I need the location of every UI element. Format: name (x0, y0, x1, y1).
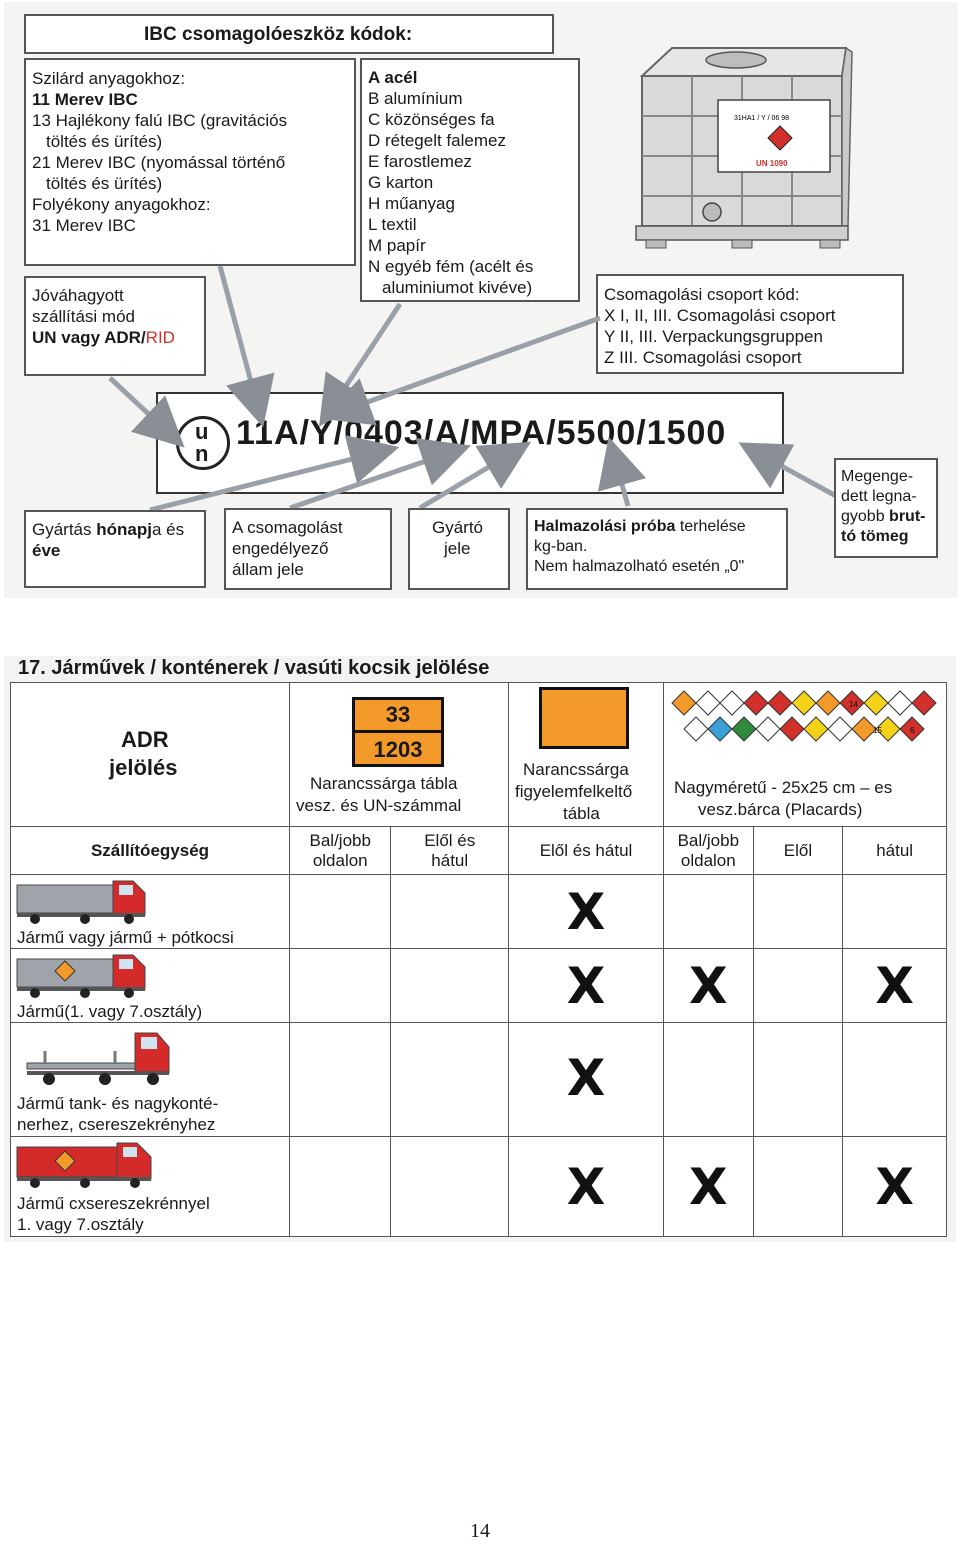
x-mark: X (689, 1157, 728, 1216)
state-mark-line2: engedélyező (232, 539, 329, 558)
mark-cell (753, 1023, 843, 1137)
approved-mode-line2: szállítási mód (32, 307, 135, 326)
approved-mode-line3: UN vagy ADR/RID (32, 328, 175, 347)
material-10: aluminiumot kivéve) (382, 278, 533, 297)
mark-cell (509, 875, 664, 949)
stacking-test-line1: Halmazolási próba terhelése (534, 518, 746, 535)
x-mark: X (875, 1157, 914, 1216)
x-mark: X (566, 882, 606, 941)
orange-plate-cell (509, 683, 664, 827)
subheader-front-back-2: Elől és hátul (509, 827, 664, 875)
un-symbol: u n (176, 416, 230, 470)
mark-cell (753, 949, 843, 1023)
type-21-a: 21 Merev IBC (nyomással történő (32, 153, 286, 172)
maker-mark-line1: Gyártó (432, 518, 484, 537)
orange-plate-with-numbers (352, 697, 444, 767)
stacking-test-line3: Nem halmazolható esetén „0" (534, 558, 745, 575)
page-number: 14 (470, 1520, 490, 1542)
row-label-line2: nerhez, csereszekrényhez (17, 1115, 216, 1134)
adr-section-title: 17. Járművek / konténerek / vasúti kocsik jelölése (18, 657, 490, 679)
x-mark: X (566, 1049, 606, 1107)
x-mark: X (566, 956, 606, 1015)
placards-line1: Nagyméretű - 25x25 cm – es (674, 778, 893, 797)
x-mark: X (689, 956, 728, 1015)
manufacture-date-line2: éve (32, 541, 61, 560)
row-label-line1: Jármű(1. vagy 7.osztály) (17, 1002, 203, 1021)
manufacture-date-box (24, 510, 206, 588)
orange-plate-blank (539, 687, 629, 749)
liquids-heading: Folyékony anyagokhoz: (32, 195, 211, 214)
adr-label-cell (11, 683, 290, 827)
mark-cell (391, 1023, 509, 1137)
stacking-test-box (526, 508, 788, 590)
placards-line2: vesz.bárca (Placards) (698, 800, 863, 819)
mark-cell (843, 1137, 947, 1237)
row-label-line1: Jármű cxsereszekrénnyel (17, 1194, 210, 1213)
mark-cell (843, 1023, 947, 1137)
row-label-line2: 1. vagy 7.osztály (17, 1215, 144, 1234)
gross-mass-line4: tó tömeg (841, 528, 909, 545)
type-11: 11 Merev IBC (32, 90, 138, 109)
material-1: B alumínium (368, 89, 463, 108)
adr-marking-table (10, 682, 947, 1237)
mark-cell (290, 875, 391, 949)
truck-trailer-icon (15, 877, 149, 927)
material-6: H műanyag (368, 194, 455, 213)
mark-cell (753, 875, 843, 949)
state-mark-box (224, 508, 392, 590)
mark-cell (509, 949, 664, 1023)
tank-un-number: UN 1090 (756, 159, 788, 168)
mark-cell (509, 1023, 664, 1137)
row-label-cell (11, 875, 290, 949)
mark-cell (290, 1137, 391, 1237)
state-mark-line3: állam jele (232, 560, 304, 579)
material-7: L textil (368, 215, 417, 234)
adr-label-2: jelölés (109, 755, 178, 780)
maker-mark-line2: jele (444, 539, 471, 558)
subheader-side-2: Bal/jobb oldalon (664, 827, 754, 875)
type-21-b: töltés és ürítés) (46, 174, 163, 193)
mark-cell (664, 1023, 754, 1137)
stacking-test-line2: kg-ban. (534, 538, 588, 555)
placard-diamonds (670, 689, 942, 773)
mark-cell (664, 875, 754, 949)
placard-number-15: 15 (873, 726, 882, 735)
table-row (11, 1137, 947, 1237)
table-row (11, 1023, 947, 1137)
orange-plate-line3: tábla (563, 804, 600, 823)
material-0: A acél (368, 68, 418, 87)
mark-cell (664, 1137, 754, 1237)
adr-label: ADR (121, 727, 169, 752)
placard-number-14: 14 (849, 700, 858, 709)
solids-heading: Szilárd anyagokhoz: (32, 69, 186, 88)
tank-label-code: 31HA1 / Y / 06 98 (734, 115, 790, 122)
gross-mass-line1: Megenge- (841, 468, 914, 485)
row-label-cell (11, 1137, 290, 1237)
orange-plate-line1: Narancssárga (523, 760, 629, 779)
packing-group-line4: Z III. Csomagolási csoport (604, 348, 802, 367)
mark-cell (290, 949, 391, 1023)
orange-plate-un-line1: Narancssárga tábla (310, 774, 458, 793)
mark-cell (391, 875, 509, 949)
table-row (11, 875, 947, 949)
truck-chassis-icon (25, 1027, 175, 1087)
subheader-side-1: Bal/jobb oldalon (290, 827, 391, 875)
hazard-number: 33 (355, 700, 441, 733)
mark-cell (391, 949, 509, 1023)
transport-unit-header: Szállítóegység (11, 827, 290, 875)
row-label-cell (11, 1023, 290, 1137)
mark-cell (753, 1137, 843, 1237)
mark-cell (664, 949, 754, 1023)
packing-group-line2: X I, II, III. Csomagolási csoport (604, 306, 836, 325)
ibc-marking-code: 11A/Y/0403/A/MPA/5500/1500 (236, 414, 727, 452)
placard-number-6: 6 (910, 726, 915, 735)
type-13-a: 13 Hajlékony falú IBC (gravitációs (32, 111, 288, 130)
subheader-front: Elől (753, 827, 843, 875)
gross-mass-line2: dett legna- (841, 488, 917, 505)
ibc-title: IBC csomagolóeszköz kódok: (144, 24, 413, 45)
packing-group-line3: Y II, III. Verpackungsgruppen (604, 327, 823, 346)
orange-plate-un-line2: vesz. és UN-számmal (296, 796, 462, 815)
state-mark-line1: A csomagolást (232, 518, 343, 537)
row-label-line1: Jármű tank- és nagykonté- (17, 1094, 219, 1113)
material-5: G karton (368, 173, 434, 192)
material-3: D rétegelt falemez (368, 131, 506, 150)
orange-plate-line2: figyelemfelkeltő (515, 782, 633, 801)
manufacture-date-line1: Gyártás hónapja és (32, 520, 185, 539)
row-label-cell (11, 949, 290, 1023)
mark-cell (509, 1137, 664, 1237)
subheader-back: hátul (843, 827, 947, 875)
approved-mode-line1: Jóváhagyott (32, 286, 124, 305)
x-mark: X (875, 956, 914, 1015)
un-number: 1203 (373, 737, 423, 762)
subheader-front-back-1: Elől és hátul (391, 827, 509, 875)
mark-cell (843, 949, 947, 1023)
maker-mark-box (408, 508, 510, 590)
material-8: M papír (368, 236, 426, 255)
table-row (11, 949, 947, 1023)
mark-cell (843, 875, 947, 949)
orange-plate-un-cell (290, 683, 509, 827)
gross-mass-box (834, 458, 938, 558)
packing-group-line1: Csomagolási csoport kód: (604, 285, 800, 304)
truck-class1-icon (15, 951, 149, 1001)
material-2: C közönséges fa (368, 110, 495, 129)
x-mark: X (566, 1157, 606, 1216)
truck-swap-body-icon (15, 1139, 155, 1191)
type-31: 31 Merev IBC (32, 216, 136, 235)
type-13-b: töltés és ürítés) (46, 132, 163, 151)
material-4: E farostlemez (368, 152, 472, 171)
material-9: N egyéb fém (acélt és (368, 257, 534, 276)
row-label-line1: Jármű vagy jármű + pótkocsi (17, 928, 234, 947)
gross-mass-line3: gyobb brut- (841, 508, 926, 525)
mark-cell (290, 1023, 391, 1137)
mark-cell (391, 1137, 509, 1237)
placards-cell (664, 683, 947, 827)
